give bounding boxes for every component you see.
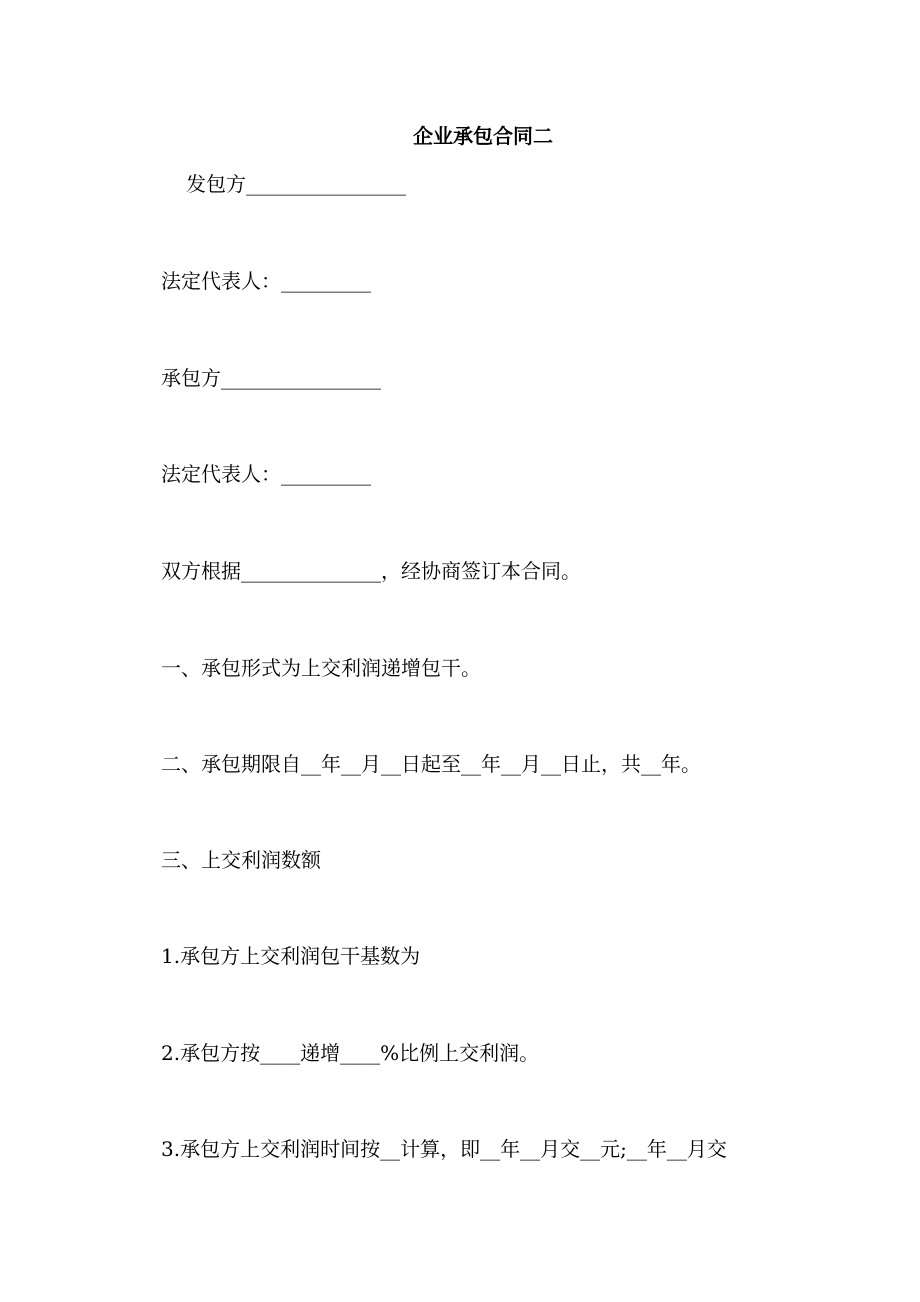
- clause-3-heading: 三、上交利润数额: [161, 848, 321, 872]
- party-a-representative-line: 法定代表人：_________: [161, 269, 371, 293]
- clause-2-line: 二、承包期限自__年__月__日起至__年__月__日止，共__年。: [161, 752, 701, 776]
- clause-3-item-2: 2.承包方按____递增____%比例上交利润。: [161, 1041, 540, 1065]
- party-a-line: 发包方________________: [186, 172, 406, 196]
- basis-line: 双方根据______________，经协商签订本合同。: [161, 559, 581, 583]
- clause-3-item-1: 1.承包方上交利润包干基数为: [161, 944, 421, 968]
- clause-1-line: 一、承包形式为上交利润递增包干。: [161, 656, 481, 680]
- party-b-line: 承包方________________: [161, 366, 381, 390]
- document-title: 企业承包合同二: [413, 124, 553, 148]
- party-b-representative-line: 法定代表人：_________: [161, 462, 371, 486]
- clause-3-item-3: 3.承包方上交利润时间按__计算，即__年__月交__元;__年__月交: [161, 1137, 727, 1161]
